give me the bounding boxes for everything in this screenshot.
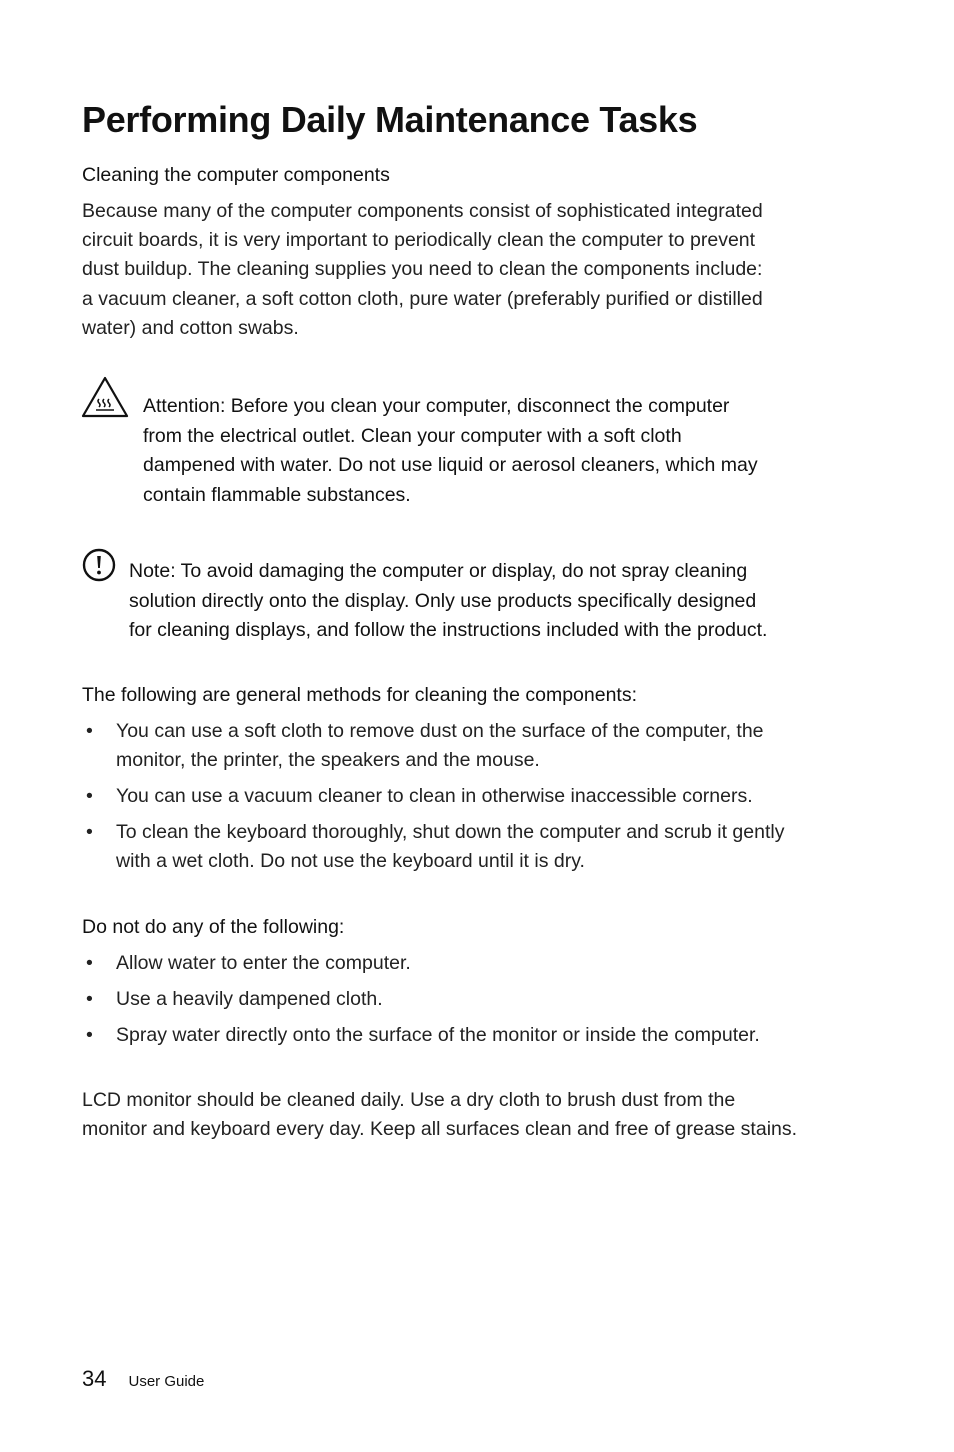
note-label: Note: — [129, 560, 176, 582]
closing-line: LCD monitor should be cleaned daily. Use a dry cloth to brush dust from the — [82, 1089, 736, 1111]
bullet-icon: • — [86, 1024, 93, 1046]
footer-title: User Guide — [128, 1373, 205, 1390]
intro-paragraph — [82, 197, 862, 343]
list-item — [82, 818, 872, 876]
list-item-line: To clean the keyboard thoroughly, shut down the computer and scrub it gently — [116, 821, 785, 843]
attention-line: dampened with water. Do not use liquid or aerosol cleaners, which may — [143, 454, 758, 476]
list-item — [82, 949, 872, 978]
closing-line: monitor and keyboard every day. Keep all surfaces clean and free of grease stains. — [82, 1118, 798, 1141]
list-item-line: with a wet cloth. Do not use the keyboard until it is dry. — [116, 850, 585, 872]
list-item-line: monitor, the printer, the speakers and the mouse. — [116, 749, 540, 771]
intro-line: dust buildup. The cleaning supplies you need to clean the components include: — [82, 258, 763, 281]
note-line: for cleaning displays, and follow the instructions included with the product. — [129, 619, 768, 641]
exclamation-circle-icon — [82, 548, 116, 582]
methods-list — [82, 717, 872, 883]
list-item-text: Use a heavily dampened cloth. — [116, 988, 383, 1010]
bullet-icon: • — [86, 785, 93, 807]
bullet-icon: • — [86, 952, 93, 974]
attention-notice — [143, 392, 758, 510]
note-notice — [129, 557, 767, 646]
intro-line: Because many of the computer components consist of sophisticated integrated — [82, 200, 763, 222]
hot-surface-warning-icon — [80, 375, 130, 419]
list-item — [82, 717, 872, 775]
list-item — [82, 985, 872, 1014]
note-line: solution directly onto the display. Only use products specifically designed — [129, 589, 757, 612]
list-item — [82, 1021, 872, 1050]
section-heading: Cleaning the computer components — [82, 164, 390, 186]
intro-line: a vacuum cleaner, a soft cotton cloth, pure water (preferably purified or distilled — [82, 287, 763, 310]
list-item-line: You can use a vacuum cleaner to clean in otherwise inaccessible corners. — [116, 785, 753, 807]
donts-heading: Do not do any of the following: — [82, 916, 345, 938]
page-footer — [82, 1366, 204, 1392]
donts-list — [82, 949, 872, 1057]
bullet-icon: • — [86, 988, 93, 1010]
list-item — [82, 782, 872, 811]
list-item-text: Spray water directly onto the surface of the monitor or inside the computer. — [116, 1024, 760, 1046]
bullet-icon: • — [86, 821, 93, 843]
closing-paragraph — [82, 1086, 862, 1144]
methods-heading: The following are general methods for cleaning the components: — [82, 684, 637, 706]
intro-line: water) and cotton swabs. — [82, 316, 299, 339]
attention-line: contain flammable substances. — [143, 483, 411, 506]
intro-line: circuit boards, it is very important to periodically clean the computer to prevent — [82, 229, 756, 252]
attention-line: Before you clean your computer, disconnect the computer — [225, 395, 730, 417]
attention-line: from the electrical outlet. Clean your computer with a soft cloth — [143, 424, 682, 447]
note-line: To avoid damaging the computer or display, do not spray cleaning — [175, 560, 748, 582]
list-item-text: Allow water to enter the computer. — [116, 952, 411, 974]
bullet-icon: • — [86, 720, 93, 742]
attention-label: Attention: — [143, 395, 226, 417]
page-number: 34 — [82, 1366, 107, 1391]
list-item-line: You can use a soft cloth to remove dust on the surface of the computer, the — [116, 720, 764, 742]
page-title: Performing Daily Maintenance Tasks — [82, 99, 698, 140]
